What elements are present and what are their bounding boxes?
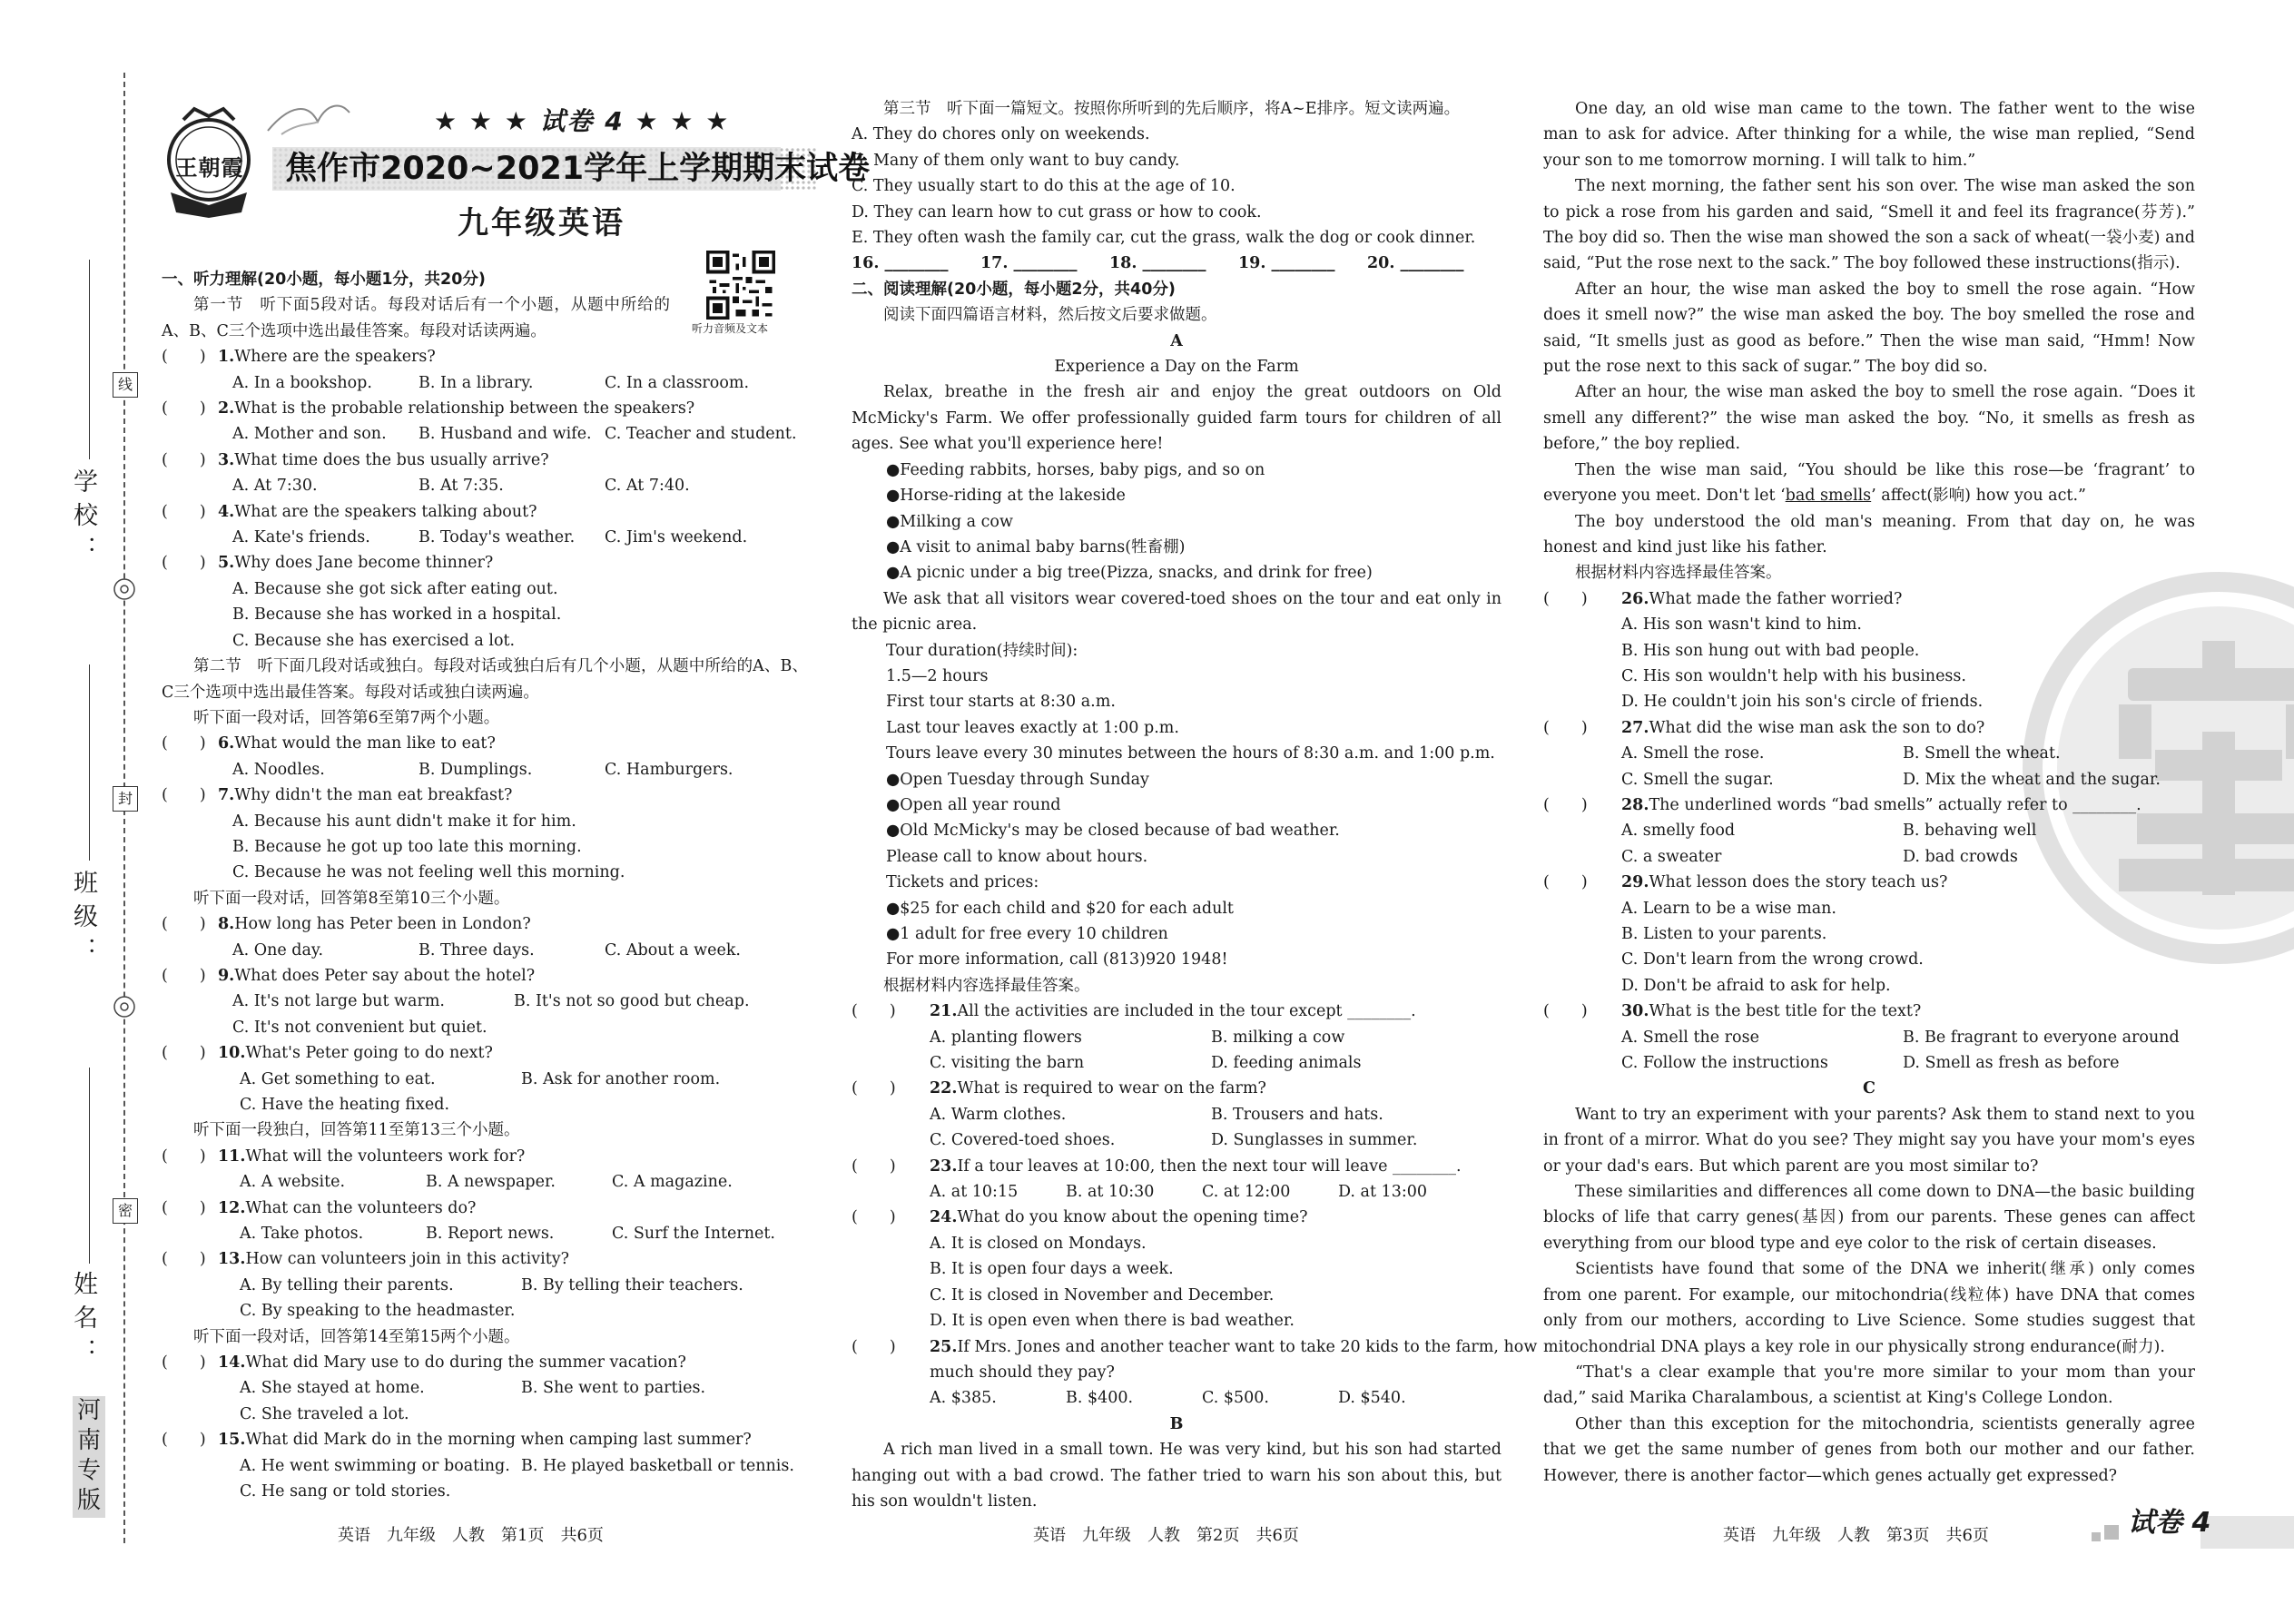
options: C. Covered-toed shoes. D. Sunglasses in summer. (930, 1131, 1418, 1150)
option: B. Because he got up too late this morning. (232, 837, 582, 856)
question-24: ( ) 24. What do you know about the opening time? (852, 1208, 1308, 1227)
options: A. She stayed at home. B. She went to parties. (240, 1379, 706, 1398)
question-7: ( ) 7. Why didn't the man eat breakfast? (162, 786, 513, 805)
bullet-item: ●Feeding rabbits, horses, baby pigs, and so on (886, 460, 1265, 479)
instruction: 根据材料内容选择最佳答案。 (883, 976, 1090, 995)
info-line: 1.5—2 hours (886, 666, 989, 685)
options: A. $385. B. $400. C. $500. D. $540. (930, 1389, 1406, 1408)
question-14: ( ) 14. What did Mary use to do during the summer vacation? (162, 1353, 686, 1373)
options: A. By telling their parents. B. By telling their teachers. (240, 1275, 743, 1294)
options: C. visiting the barn D. feeding animals (930, 1054, 1362, 1073)
question-2: ( ) 2. What is the probable relationship between the speakers? (162, 399, 695, 418)
passage-label: A (1170, 331, 1183, 350)
logo-name: 王朝霞 (175, 155, 244, 181)
option: C. It is closed in November and December. (930, 1285, 1275, 1304)
option: A. Because she got sick after eating out. (232, 579, 558, 598)
answer-blank[interactable]: 17. ________ (980, 254, 1078, 273)
instruction: 第一节 听下面5段对话。每段对话后有一个小题，从题中所给的A、B、C三个选项中选出最佳答案。每段对话读两遍。 (162, 296, 670, 340)
options: A. In a bookshop. B. In a library. C. In a classroom. (232, 373, 750, 392)
bullet-item: ●A picnic under a big tree(Pizza, snacks, and drink for free) (886, 564, 1373, 583)
bullet-item: ●Old McMicky's may be closed because of bad weather. (886, 822, 1340, 841)
option: D. It is open even when there is bad weather. (930, 1312, 1295, 1331)
options: A. At 7:30. B. At 7:35. C. At 7:40. (232, 477, 690, 496)
options: A. Smell the rose B. Be fragrant to everyone around (1621, 1028, 2180, 1047)
options: A. Get something to eat. B. Ask for another room. (240, 1069, 721, 1088)
column-1 (162, 267, 808, 1505)
paragraph: Other than this exception for the mitochondria, scientists generally agree that we get the same number of genes from both our mother and our father. However, there is another factor—which genes actually get expressed? (1543, 1414, 2195, 1485)
bullet-item: ●1 adult for free every 10 children (886, 925, 1168, 943)
options: A. smelly food B. behaving well (1621, 822, 2037, 841)
bullet-item: ●$25 for each child and $20 for each adult (886, 899, 1234, 918)
paragraph: Then the wise man said, “You should be like this rose—be ‘fragrant’ to everyone you meet. Don't let ‘bad smells’ affect(影响) how you act.” (1543, 460, 2195, 506)
question-12: ( ) 12. What can the volunteers do? (162, 1198, 477, 1217)
option: D. Don't be afraid to ask for help. (1621, 976, 1891, 995)
name-blank[interactable] (89, 1068, 90, 1264)
qr-caption: 听力音频及文本 (692, 322, 769, 335)
bullet-item: ●A visit to animal baby barns(牲畜棚) (886, 537, 1186, 556)
options: A. planting flowers B. milking a cow (930, 1028, 1345, 1047)
option: A. It is closed on Mondays. (930, 1234, 1147, 1253)
decor-square (2092, 1532, 2101, 1541)
class-blank[interactable] (89, 664, 90, 861)
options: C. Follow the instructions D. Smell as fresh as before (1621, 1054, 2120, 1073)
question-15: ( ) 15. What did Mark do in the morning when camping last summer? (162, 1431, 752, 1450)
section-heading: 一、听力理解(20小题，每小题1分，共20分) (162, 271, 486, 289)
seam-mark-line: 线 (113, 372, 138, 398)
info-line: For more information, call (813)920 1948! (886, 950, 1228, 969)
column-2 (852, 96, 1538, 1514)
question-28: ( ) 28. The underlined words “bad smells” actually refer to ________. (1543, 795, 2141, 814)
options: A. Mother and son. B. Husband and wife. C. Teacher and student. (232, 425, 797, 444)
question-26: ( ) 26. What made the father worried? (1543, 589, 1903, 608)
options: A. Noodles. B. Dumplings. C. Hamburgers. (232, 760, 733, 779)
option: C. Have the heating fixed. (240, 1096, 450, 1114)
seam-mark-seal: 封 (113, 786, 138, 812)
info-line: Tour duration(持续时间): (886, 641, 1078, 660)
options: A. A website. B. A newspaper. C. A magazine. (240, 1173, 733, 1192)
options: A. One day. B. Three days. C. About a week. (232, 940, 741, 960)
column-3 (1543, 96, 2195, 1489)
info-line: Tours leave every 30 minutes between the hours of 8:30 a.m. and 1:00 p.m. (886, 744, 1495, 763)
section-heading: 二、阅读理解(20小题，每小题2分，共40分) (852, 280, 1176, 299)
question-4: ( ) 4. What are the speakers talking about? (162, 502, 537, 521)
option: C. She traveled a lot. (240, 1404, 409, 1423)
school-blank[interactable] (89, 260, 90, 459)
option: B. Listen to your parents. (1621, 925, 1827, 943)
statement: A. They do chores only on weekends. (852, 125, 1150, 144)
statement: B. Many of them only want to buy candy. (852, 151, 1180, 170)
info-line: Tickets and prices: (886, 873, 1039, 892)
question-30: ( ) 30. What is the best title for the text? (1543, 1002, 1922, 1021)
question-25-cont: much should they pay? (930, 1363, 1115, 1382)
option: B. Because she has worked in a hospital. (232, 605, 562, 625)
option: C. Because she has exercised a lot. (232, 631, 516, 650)
question-25: ( ) 25. If Mrs. Jones and another teacher want to take 20 kids to the farm, how (852, 1337, 1538, 1356)
option: C. It's not convenient but quiet. (232, 1018, 487, 1037)
passage-label: B (1169, 1414, 1184, 1433)
paragraph: One day, an old wise man came to the town. The father went to the wise man to ask for advice. After thinking for a while, the wise man replied, “Send your son to me tomorrow morning. I will talk to him.” (1543, 100, 2195, 170)
instruction: 第二节 听下面几段对话或独白。每段对话或独白后有几个小题，从题中所给的A、B、C三个选项中选出最佳答案。每段对话或独白读两遍。 (162, 657, 808, 702)
statement: C. They usually start to do this at the age of 10. (852, 177, 1236, 196)
paragraph: A rich man lived in a small town. He was very kind, but his son had started hanging out with a bad crowd. The father tried to warn his son about this, but his son wouldn't listen. (852, 1441, 1501, 1511)
instruction: 第三节 听下面一篇短文。按照你所听到的先后顺序，将A~E排序。短文读两遍。 (883, 100, 1461, 118)
paragraph: Want to try an experiment with your parents? Ask them to stand next to you in front of a mirror. What do you see? They might say you have your mom's eyes or your dad's ears. But which parent are you most similar to? (1543, 1105, 2195, 1176)
answer-blank[interactable]: 18. ________ (1109, 254, 1206, 273)
answer-blank[interactable]: 16. ________ (852, 254, 949, 273)
paragraph: The boy understood the old man's meaning. From that day on, he was honest and kind just like his father. (1543, 512, 2195, 556)
option: B. His son hung out with bad people. (1621, 641, 1920, 660)
option: A. Learn to be a wise man. (1621, 899, 1836, 918)
question-6: ( ) 6. What would the man like to eat? (162, 734, 496, 753)
option: B. It is open four days a week. (930, 1260, 1174, 1279)
option: C. Don't learn from the wrong crowd. (1621, 950, 1924, 969)
paragraph: These similarities and differences all come down to DNA—the basic building blocks of life that carry genes(基因) from our parents. These genes can affect everything from our blood type and eye color to the risk of certain diseases. (1543, 1183, 2195, 1253)
binding-hole-icon (113, 577, 136, 601)
option: A. Because his aunt didn't make it for him. (232, 812, 576, 831)
ribbon-ornament-icon (263, 94, 354, 140)
page-footer: 英语 九年级 人教 第1页 共6页 (338, 1526, 604, 1545)
options: A. at 10:15 B. at 10:30 C. at 12:00 D. at 13:00 (930, 1183, 1427, 1202)
subject-title: 九年级英语 (458, 205, 625, 241)
options: A. It's not large but warm. B. It's not so good but cheap. (232, 992, 750, 1011)
question-10: ( ) 10. What's Peter going to do next? (162, 1044, 493, 1063)
page-footer: 英语 九年级 人教 第3页 共6页 (1723, 1526, 1989, 1545)
info-line: First tour starts at 8:30 a.m. (886, 693, 1116, 712)
question-5: ( ) 5. Why does Jane become thinner? (162, 554, 494, 573)
option: C. He sang or told stories. (240, 1482, 451, 1501)
question-21: ( ) 21. All the activities are included in the tour except ________. (852, 1002, 1416, 1021)
question-29: ( ) 29. What lesson does the story teach us? (1543, 873, 1948, 892)
bullet-item: ●Open all year round (886, 795, 1061, 814)
answer-blank[interactable]: 19. ________ (1238, 254, 1335, 273)
options: A. He went swimming or boating. B. He played basketball or tennis. (240, 1456, 794, 1475)
question-11: ( ) 11. What will the volunteers work for? (162, 1147, 526, 1166)
statement: D. They can learn how to cut grass or how to cook. (852, 202, 1262, 221)
decor-square (2104, 1525, 2119, 1540)
options: C. Smell the sugar. D. Mix the wheat and the sugar. (1621, 770, 2161, 789)
option: C. His son wouldn't help with his business. (1621, 666, 1966, 685)
paragraph: Relax, breathe in the fresh air and enjoy the great outdoors on Old McMicky's Farm. We offer professionally guided farm tours for children of all ages. See what you'll experience here! (852, 383, 1501, 454)
option: D. He couldn't join his son's circle of friends. (1621, 693, 1984, 712)
passage-label: C (1863, 1079, 1876, 1098)
info-line: Please call to know about hours. (886, 847, 1148, 866)
paragraph: Scientists have found that some of the DNA we inherit(继承) only comes from one parent. For example, our mitochondria(线粒体) have DNA that comes only from our mothers, according to Live Science. Some studies suggest that mitochondrial DNA plays a key role in our physically strong endurance(耐力). (1543, 1260, 2195, 1356)
region-edition-box: 河南专版 (73, 1396, 105, 1518)
paragraph: We ask that all visitors wear covered-toed shoes on the tour and eat only in the picnic area. (852, 589, 1501, 635)
paragraph: After an hour, the wise man asked the boy to smell the rose again. “How does it smell now?” the wise man asked the boy. The boy smelled the rose and said, “It smells just as good as before.” Then the wise man said, “Hmm! Now put the rose next to this sack of sugar.” The boy did so. (1543, 280, 2195, 377)
passage-title: Experience a Day on the Farm (1054, 358, 1299, 377)
listening-hint: 听下面一段对话，回答第6至第7两个小题。 (193, 708, 500, 727)
question-1: ( ) 1. Where are the speakers? (162, 348, 436, 367)
bullet-item: ●Open Tuesday through Sunday (886, 770, 1149, 789)
paper-number: ★ ★ ★ 试卷 4 ★ ★ ★ (434, 106, 731, 136)
paragraph: After an hour, the wise man asked the boy to smell the rose again. “Does it smell any different?” the wise man asked the boy. “No, it smells as fresh as before,” the boy replied. (1543, 383, 2195, 454)
seam-mark-secret: 密 (113, 1198, 138, 1224)
question-9: ( ) 9. What does Peter say about the hotel? (162, 966, 536, 985)
option: C. By speaking to the headmaster. (240, 1302, 516, 1321)
name-field-label: 姓名： (69, 1271, 97, 1372)
option: C. Because he was not feeling well this morning. (232, 863, 625, 882)
instruction: 阅读下面四篇语言材料，然后按文后要求做题。 (883, 306, 1217, 325)
listening-hint: 听下面一段对话，回答第8至第10三个小题。 (193, 889, 510, 908)
options: A. Warm clothes. B. Trousers and hats. (930, 1105, 1383, 1124)
instruction: 根据材料内容选择最佳答案。 (1575, 564, 1782, 583)
options: A. Take photos. B. Report news. C. Surf the Internet. (240, 1225, 775, 1244)
footer-bar (2200, 1516, 2294, 1549)
underlined-words: bad smells (1785, 487, 1872, 506)
question-8: ( ) 8. How long has Peter been in London? (162, 915, 531, 934)
footer-paper-tag: 试卷 4 (2128, 1507, 2211, 1539)
options: A. Smell the rose. B. Smell the wheat. (1621, 744, 2061, 763)
paragraph: The next morning, the father sent his son over. The wise man asked the son to pick a rose from his garden and said, “Smell it and feel its fragrance(芬芳).” The boy did so. Then the wise man showed the son a sack of wheat(一袋小麦) and said, “Put the rose next to the sack.” The boy followed these instructions(指示). (1543, 177, 2195, 273)
question-27: ( ) 27. What did the wise man ask the son to do? (1543, 718, 1985, 737)
school-field-label: 学校： (69, 468, 97, 569)
options: C. a sweater D. bad crowds (1621, 847, 2018, 866)
question-22: ( ) 22. What is required to wear on the farm? (852, 1079, 1266, 1098)
info-line: Last tour leaves exactly at 1:00 p.m. (886, 718, 1179, 737)
options: A. Kate's friends. B. Today's weather. C. Jim's weekend. (232, 528, 748, 547)
listening-hint: 听下面一段独白，回答第11至第13三个小题。 (193, 1121, 520, 1140)
statement: E. They often wash the family car, cut the grass, walk the dog or cook dinner. (852, 229, 1476, 248)
exam-title: 焦作市2020~2021学年上学期期末试卷 (285, 151, 871, 187)
question-23: ( ) 23. If a tour leaves at 10:00, then the next tour will leave ________. (852, 1156, 1462, 1176)
paragraph: “That's a clear example that you're more similar to your mom than your dad,” said Marika Charalambous, a scientist at King's College London. (1543, 1363, 2195, 1408)
option: A. His son wasn't kind to him. (1621, 615, 1862, 635)
question-3: ( ) 3. What time does the bus usually arrive? (162, 450, 549, 469)
page-footer: 英语 九年级 人教 第2页 共6页 (1033, 1526, 1299, 1545)
answer-blank[interactable]: 20. ________ (1367, 254, 1464, 273)
answer-blanks (852, 251, 1501, 276)
listening-hint: 听下面一段对话，回答第14至第15两个小题。 (193, 1327, 520, 1346)
bullet-item: ●Milking a cow (886, 512, 1013, 531)
class-field-label: 班级： (69, 870, 97, 970)
bullet-item: ●Horse-riding at the lakeside (886, 487, 1126, 506)
binding-hole-icon (113, 995, 136, 1019)
question-13: ( ) 13. How can volunteers join in this activity? (162, 1250, 569, 1269)
